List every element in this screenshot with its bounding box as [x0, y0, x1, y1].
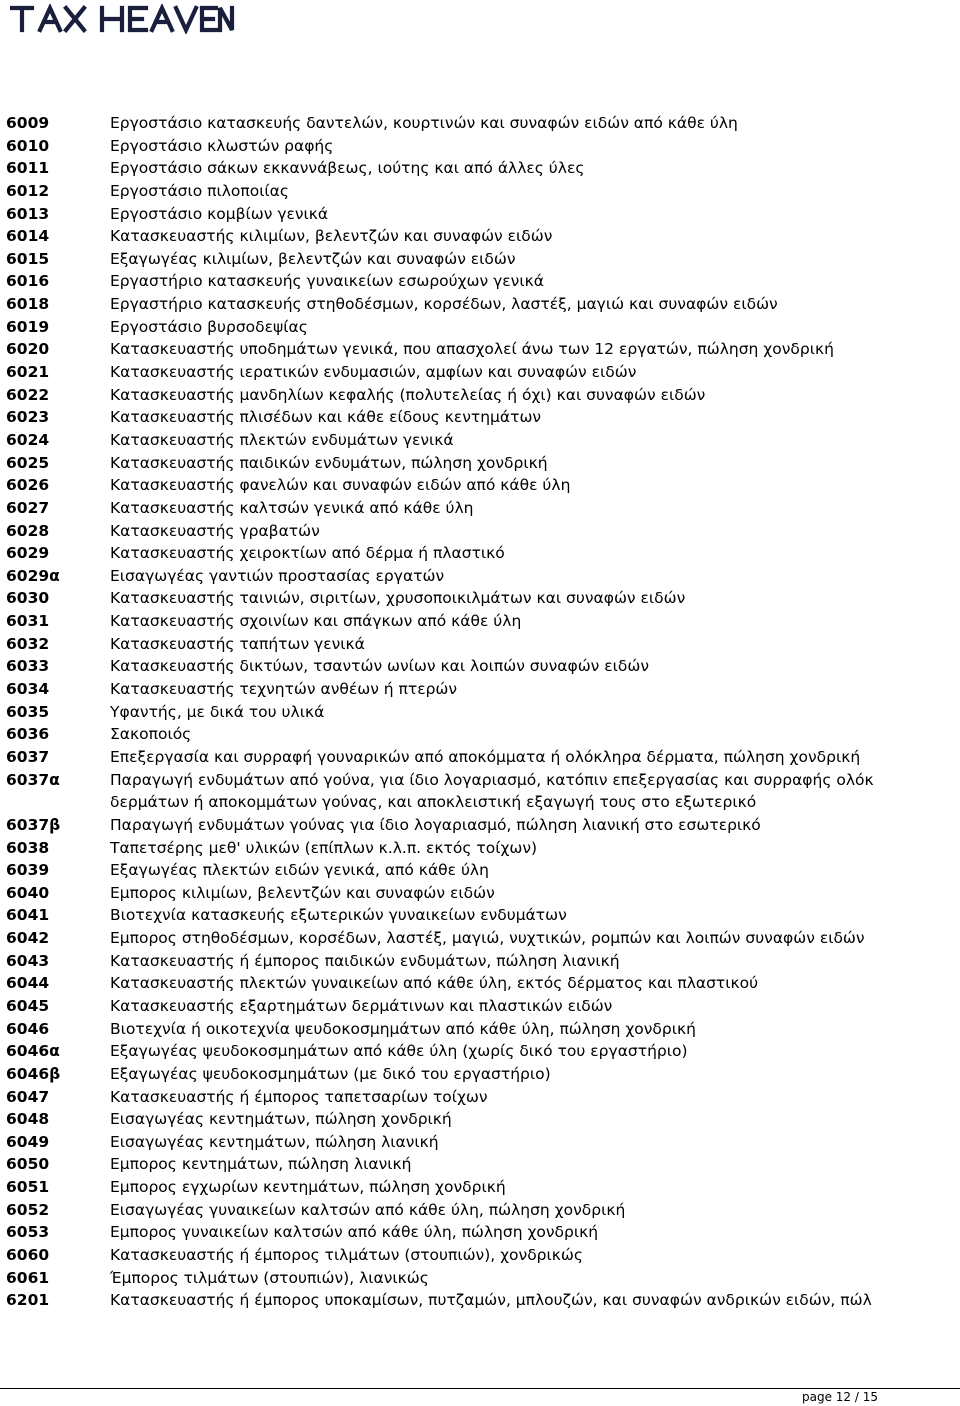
list-item — [0, 1176, 960, 1199]
activity-description: Εργοστάσιο σάκων εκκαννάβεως, ιούτης και από άλλες ύλες — [110, 159, 585, 178]
activity-code: 6022 — [6, 385, 50, 404]
activity-description: Έμπορος τιλμάτων (στουπιών), λιανικώς — [110, 1268, 429, 1287]
activity-code: 6029α — [6, 566, 60, 585]
activity-code: 6043 — [6, 951, 50, 970]
list-item — [0, 995, 960, 1018]
activity-code: 6026 — [6, 476, 50, 495]
activity-description: Εξαγωγέας κιλιμίων, βελεντζών και συναφών ειδών — [110, 249, 516, 268]
list-item — [0, 180, 960, 203]
activity-description: Κατασκευαστής ταπήτων γενικά — [110, 634, 365, 653]
activity-description: Κατασκευαστής εξαρτημάτων δερμάτινων και πλαστικών ειδών — [110, 997, 613, 1015]
activity-code: 6047 — [6, 1087, 50, 1106]
activity-description: Εξαγωγέας ψευδοκοσμημάτων από κάθε ύλη (χωρίς δικό του εργαστήριο) — [110, 1042, 688, 1061]
activity-description: Εξαγωγέας ψευδοκοσμημάτων (με δικό του εργαστήριο) — [110, 1064, 551, 1083]
list-item — [0, 429, 960, 452]
list-item — [0, 972, 960, 995]
activity-code: 6033 — [6, 657, 50, 676]
list-item — [0, 112, 960, 135]
activity-code: 6038 — [6, 838, 50, 857]
activity-code: 6039 — [6, 861, 50, 880]
activity-code: 6046β — [6, 1064, 61, 1083]
activity-description: Βιοτεχνία ή οικοτεχνία ψευδοκοσμημάτων από κάθε ύλη, πώληση χονδρική — [110, 1019, 696, 1038]
activity-code: 6061 — [6, 1268, 50, 1287]
activity-code: 6027 — [6, 498, 50, 517]
activity-code: 6042 — [6, 929, 50, 948]
list-item — [0, 746, 960, 769]
list-item — [0, 1244, 960, 1267]
activity-description: Κατασκευαστής πλισέδων και κάθε είδους κεντημάτων — [110, 408, 542, 427]
activity-code: 6025 — [6, 453, 50, 472]
activity-description: Κατασκευαστής ή έμπορος υποκαμίσων, πυτζαμών, μπλουζών, και συναφών ανδρικών ειδών, πώλ — [110, 1291, 872, 1310]
list-item — [0, 542, 960, 565]
list-item — [0, 678, 960, 701]
activity-description: Κατασκευαστής ή έμπορος τιλμάτων (στουπιών), χονδρικώς — [110, 1246, 583, 1265]
activity-description: Κατασκευαστής ταινιών, σιριτίων, χρυσοποικιλμάτων και συναφών ειδών — [110, 589, 686, 608]
activity-code: 6037α — [6, 770, 60, 789]
list-item — [0, 1221, 960, 1244]
activity-description: Κατασκευαστής παιδικών ενδυμάτων, πώληση χονδρική — [110, 453, 548, 472]
list-item — [0, 248, 960, 271]
list-item — [0, 927, 960, 950]
activity-code: 6029 — [6, 544, 50, 563]
list-item — [0, 610, 960, 633]
activity-description: Εξαγωγέας πλεκτών ειδών γενικά, από κάθε ύλη — [110, 861, 489, 880]
activity-code: 6049 — [6, 1132, 50, 1151]
activity-code: 6201 — [6, 1291, 50, 1310]
activity-code: 6037β — [6, 815, 61, 834]
activity-description: Εμπορος κιλιμίων, βελεντζών και συναφών ειδών — [110, 883, 495, 902]
list-item — [0, 474, 960, 497]
activity-description: Εμπορος στηθοδέσμων, κορσέδων, λαστέξ, μαγιώ, νυχτικών, ρομπών και λοιπών συναφών ειδών — [110, 929, 865, 948]
activity-code: 6021 — [6, 363, 50, 382]
activity-code: 6013 — [6, 204, 50, 223]
activity-description: Εισαγωγέας κεντημάτων, πώληση χονδρική — [110, 1110, 452, 1129]
activity-description: Κατασκευαστής καλτσών γενικά από κάθε ύλη — [110, 498, 474, 517]
list-item — [0, 904, 960, 927]
activity-description: Βιοτεχνία κατασκευής εξωτερικών γυναικείων ενδυμάτων — [110, 906, 567, 925]
list-item — [0, 1040, 960, 1063]
activity-code: 6036 — [6, 725, 50, 744]
list-item — [0, 270, 960, 293]
activity-description: Εργαστήριο κατασκευής στηθοδέσμων, κορσέδων, λαστέξ, μαγιώ και συναφών ειδών — [110, 295, 778, 314]
activity-description: Εργοστάσιο βυρσοδεψίας — [110, 317, 308, 336]
activity-description: Εργοστάσιο κομβίων γενικά — [110, 204, 329, 223]
activity-description: Εισαγωγέας κεντημάτων, πώληση λιανική — [110, 1132, 439, 1151]
list-item — [0, 361, 960, 384]
activity-code: 6014 — [6, 227, 50, 246]
activity-description: Κατασκευαστής υποδημάτων γενικά, που απασχολεί άνω των 12 εργατών, πώληση χονδρική — [110, 340, 834, 359]
activity-description: Κατασκευαστής ιερατικών ενδυμασιών, αμφίων και συναφών ειδών — [110, 363, 637, 382]
activity-code: 6012 — [6, 181, 50, 200]
activity-description: Κατασκευαστής πλεκτών γυναικείων από κάθε ύλη, εκτός δέρματος και πλαστικού — [110, 974, 759, 993]
activity-description: Εργοστάσιο κατασκευής δαντελών, κουρτινών και συναφών ειδών από κάθε ύλη — [110, 114, 738, 132]
activity-code: 6009 — [6, 114, 50, 132]
list-item — [0, 633, 960, 656]
list-item — [0, 225, 960, 248]
list-item — [0, 157, 960, 180]
list-item — [0, 859, 960, 882]
list-item — [0, 950, 960, 973]
activity-description: Κατασκευαστής σχοινίων και σπάγκων από κάθε ύλη — [110, 612, 522, 631]
activity-description: Κατασκευαστής χειροκτίων από δέρμα ή πλαστικό — [110, 544, 505, 563]
activity-code: 6046α — [6, 1042, 60, 1061]
list-item — [0, 1018, 960, 1041]
list-item — [0, 655, 960, 678]
activity-description: Εμπορος εγχωρίων κεντημάτων, πώληση χονδρική — [110, 1178, 506, 1197]
activity-code: 6031 — [6, 612, 50, 631]
activity-code: 6051 — [6, 1178, 50, 1197]
activity-description: Εισαγωγέας γαντιών προστασίας εργατών — [110, 566, 445, 585]
activity-code: 6040 — [6, 883, 50, 902]
list-item — [0, 1199, 960, 1222]
activity-description: Εμπορος γυναικείων καλτσών από κάθε ύλη, πώληση χονδρική — [110, 1223, 599, 1242]
list-item — [0, 135, 960, 158]
tax-heaven-logo — [10, 4, 236, 34]
list-item — [0, 701, 960, 724]
list-item — [0, 316, 960, 339]
activity-description: Κατασκευαστής ή έμπορος παιδικών ενδυμάτων, πώληση λιανική — [110, 951, 620, 970]
activity-description: Κατασκευαστής πλεκτών ενδυμάτων γενικά — [110, 430, 454, 449]
list-item — [0, 1108, 960, 1131]
list-item — [0, 338, 960, 361]
activity-code: 6023 — [6, 408, 50, 427]
activity-description: Κατασκευαστής κιλιμίων, βελεντζών και συναφών ειδών — [110, 227, 553, 246]
activity-code: 6041 — [6, 906, 50, 925]
activity-description: Σακοποιός — [110, 725, 192, 744]
activity-description: Εργοστάσιο κλωστών ραφής — [110, 136, 334, 155]
activity-description: Παραγωγή ενδυμάτων γούνας για ίδιο λογαριασμό, πώληση λιανική στο εσωτερικό — [110, 815, 761, 834]
list-item — [0, 497, 960, 520]
activity-description: Κατασκευαστής ή έμπορος ταπετσαρίων τοίχων — [110, 1087, 488, 1106]
list-item — [0, 587, 960, 610]
activity-code: 6010 — [6, 136, 50, 155]
tax-heaven-logo-icon — [10, 4, 236, 34]
activity-code: 6060 — [6, 1246, 50, 1265]
activity-code: 6032 — [6, 634, 50, 653]
activity-code: 6015 — [6, 249, 50, 268]
activity-code: 6044 — [6, 974, 50, 993]
activity-code: 6053 — [6, 1223, 50, 1242]
list-item — [0, 769, 960, 814]
activity-code: 6030 — [6, 589, 50, 608]
activity-description: Ταπετσέρης μεθ' υλικών (επίπλων κ.λ.π. εκτός τοίχων) — [110, 838, 538, 857]
activity-description: Κατασκευαστής γραβατών — [110, 521, 320, 540]
activity-code: 6011 — [6, 159, 50, 178]
list-item — [0, 814, 960, 837]
activity-description: Κατασκευαστής τεχνητών ανθέων ή πτερών — [110, 680, 458, 699]
activity-description: Επεξεργασία και συρραφή γουναρικών από αποκόμματα ή ολόκληρα δέρματα, πώληση χονδρική — [110, 747, 861, 766]
list-item — [0, 565, 960, 588]
list-item — [0, 723, 960, 746]
activity-code: 6050 — [6, 1155, 50, 1174]
activity-code: 6016 — [6, 272, 50, 291]
activity-description: Κατασκευαστής δικτύων, τσαντών ωνίων και λοιπών συναφών ειδών — [110, 657, 650, 676]
activity-description: Εισαγωγέας γυναικείων καλτσών από κάθε ύλη, πώληση χονδρική — [110, 1200, 626, 1219]
activity-code: 6020 — [6, 340, 50, 359]
list-item — [0, 384, 960, 407]
list-item — [0, 1063, 960, 1086]
activity-code: 6052 — [6, 1200, 50, 1219]
list-item — [0, 203, 960, 226]
list-item — [0, 882, 960, 905]
list-item — [0, 837, 960, 860]
page-number: page 12 / 15 — [802, 1390, 878, 1404]
activity-code: 6048 — [6, 1110, 50, 1129]
activity-description: Εργοστάσιο πιλοποιίας — [110, 181, 289, 200]
activity-code: 6018 — [6, 295, 50, 314]
list-item — [0, 406, 960, 429]
activity-code: 6035 — [6, 702, 50, 721]
list-item — [0, 1131, 960, 1154]
activity-code: 6037 — [6, 747, 50, 766]
activity-description: Παραγωγή ενδυμάτων από γούνα, για ίδιο λογαριασμό, κατόπιν επεξεργασίας και συρραφής ολόκ δερμάτων ή αποκομμάτων γούνας, και αποκλειστική εξαγωγή τους στο εξωτερικό — [110, 770, 874, 812]
list-item — [0, 520, 960, 543]
activity-description: Κατασκευαστής μανδηλίων κεφαλής (πολυτελείας ή όχι) και συναφών ειδών — [110, 385, 706, 404]
activity-description: Εμπορος κεντημάτων, πώληση λιανική — [110, 1155, 412, 1174]
list-item — [0, 1153, 960, 1176]
activity-description: Υφαντής, με δικά του υλικά — [110, 702, 325, 721]
activity-description: Εργαστήριο κατασκευής γυναικείων εσωρούχων γενικά — [110, 272, 544, 291]
activity-code: 6028 — [6, 521, 50, 540]
activity-code: 6019 — [6, 317, 50, 336]
list-item — [0, 452, 960, 475]
activity-description: Κατασκευαστής φανελών και συναφών ειδών από κάθε ύλη — [110, 476, 571, 495]
list-item — [0, 1289, 960, 1312]
list-item — [0, 293, 960, 316]
list-item — [0, 1086, 960, 1109]
activity-code: 6046 — [6, 1019, 50, 1038]
list-item — [0, 1267, 960, 1290]
activity-code: 6034 — [6, 680, 50, 699]
activity-code: 6024 — [6, 430, 50, 449]
code-list — [0, 112, 960, 1312]
activity-code: 6045 — [6, 997, 50, 1015]
